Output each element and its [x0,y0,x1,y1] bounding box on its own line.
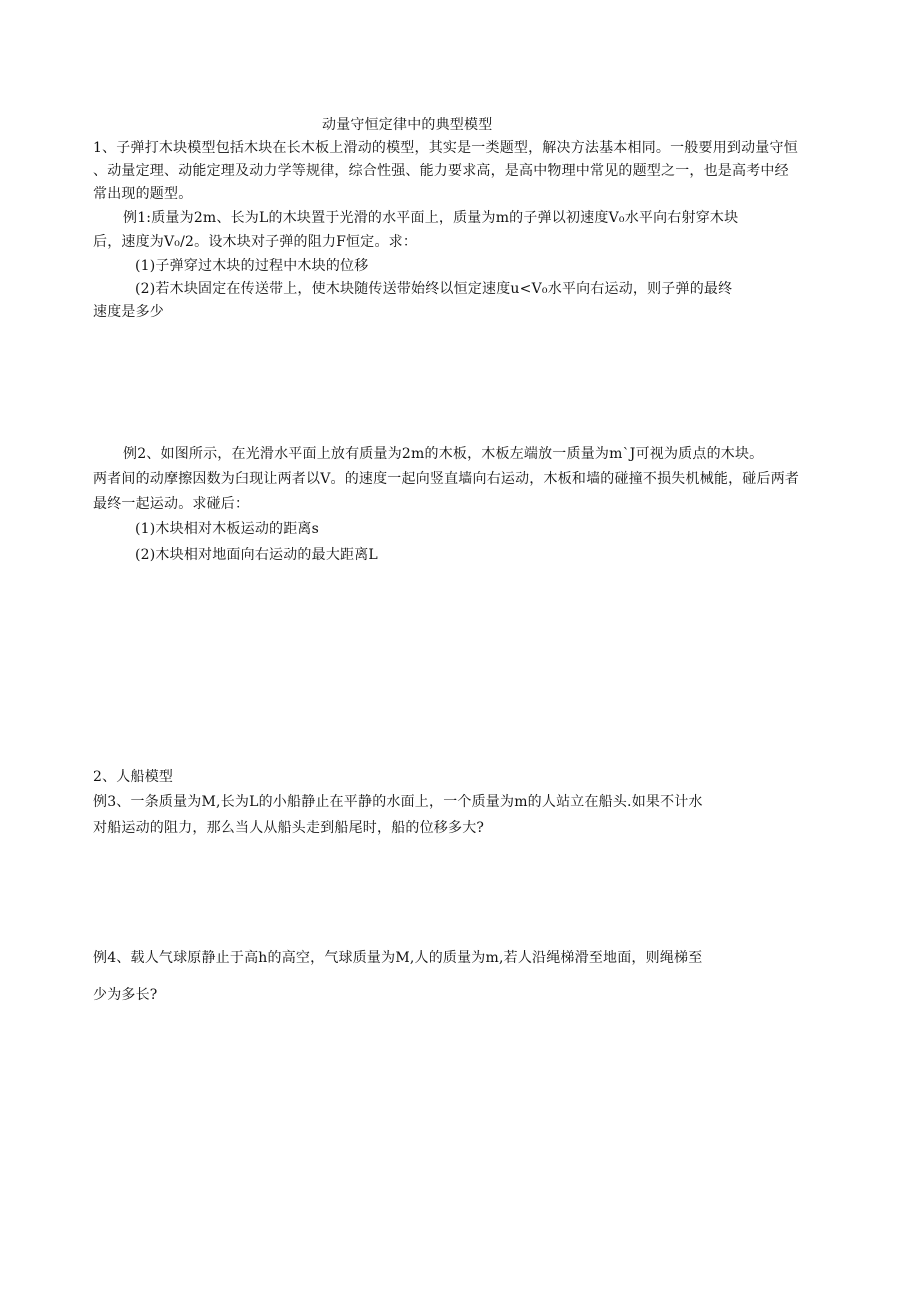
example1-line1: 例1:质量为2m、长为L的木块置于光滑的水平面上，质量为m的子弹以初速度V₀水平向右射穿木块 [123,210,739,226]
example4-line2: 少为多长? [93,987,158,1003]
example2-question2: (2)木块相对地面向右运动的最大距离L [135,547,378,563]
example1-question2-line2: 速度是多少 [93,304,164,320]
example3-line2: 对船运动的阻力，那么当人从船头走到船尾时，船的位移多大? [93,820,485,836]
section1-intro-line1: 1、子弹打木块模型包括木块在长木板上滑动的模型，其实是一类题型，解决方法基本相同。一般要用到动量守恒 [93,140,798,156]
example2-line3: 最终一起运动。求碰后： [93,496,250,512]
example1-line2: 后，速度为V₀/2。设木块对子弹的阻力F恒定。求： [93,234,418,250]
section2-heading: 2、人船模型 [93,769,174,785]
document-title: 动量守恒定律中的典型模型 [322,117,493,133]
example3-line1: 例3、一条质量为M,长为L的小船静止在平静的水面上，一个质量为m的人站立在船头.如果不计水 [93,794,703,810]
example1-question2-line1: (2)若木块固定在传送带上，使木块随传送带始终以恒定速度u<V₀水平向右运动，则子弹的最终 [135,281,733,297]
section1-intro-line3: 常出现的题型。 [93,186,193,202]
section1-intro-line2: 、动量定理、动能定理及动力学等规律，综合性强、能力要求高，是高中物理中常见的题型之一，也是高考中经 [93,163,789,179]
example2-line2: 两者间的动摩擦因数为臼现让两者以V。的速度一起向竖直墙向右运动，木板和墙的碰撞不损失机械能，碰后两者 [93,471,800,487]
example2-line1: 例2、如图所示，在光滑水平面上放有质量为2m的木板，木板左端放一质量为m`J可视为质点的木块。 [123,446,764,462]
example4-line1: 例4、载人气球原静止于高h的高空，气球质量为M,人的质量为m,若人沿绳梯滑至地面，则绳梯至 [93,950,703,966]
example1-question1: (1)子弹穿过木块的过程中木块的位移 [135,258,369,274]
example2-question1: (1)木块相对木板运动的距离s [135,521,320,537]
